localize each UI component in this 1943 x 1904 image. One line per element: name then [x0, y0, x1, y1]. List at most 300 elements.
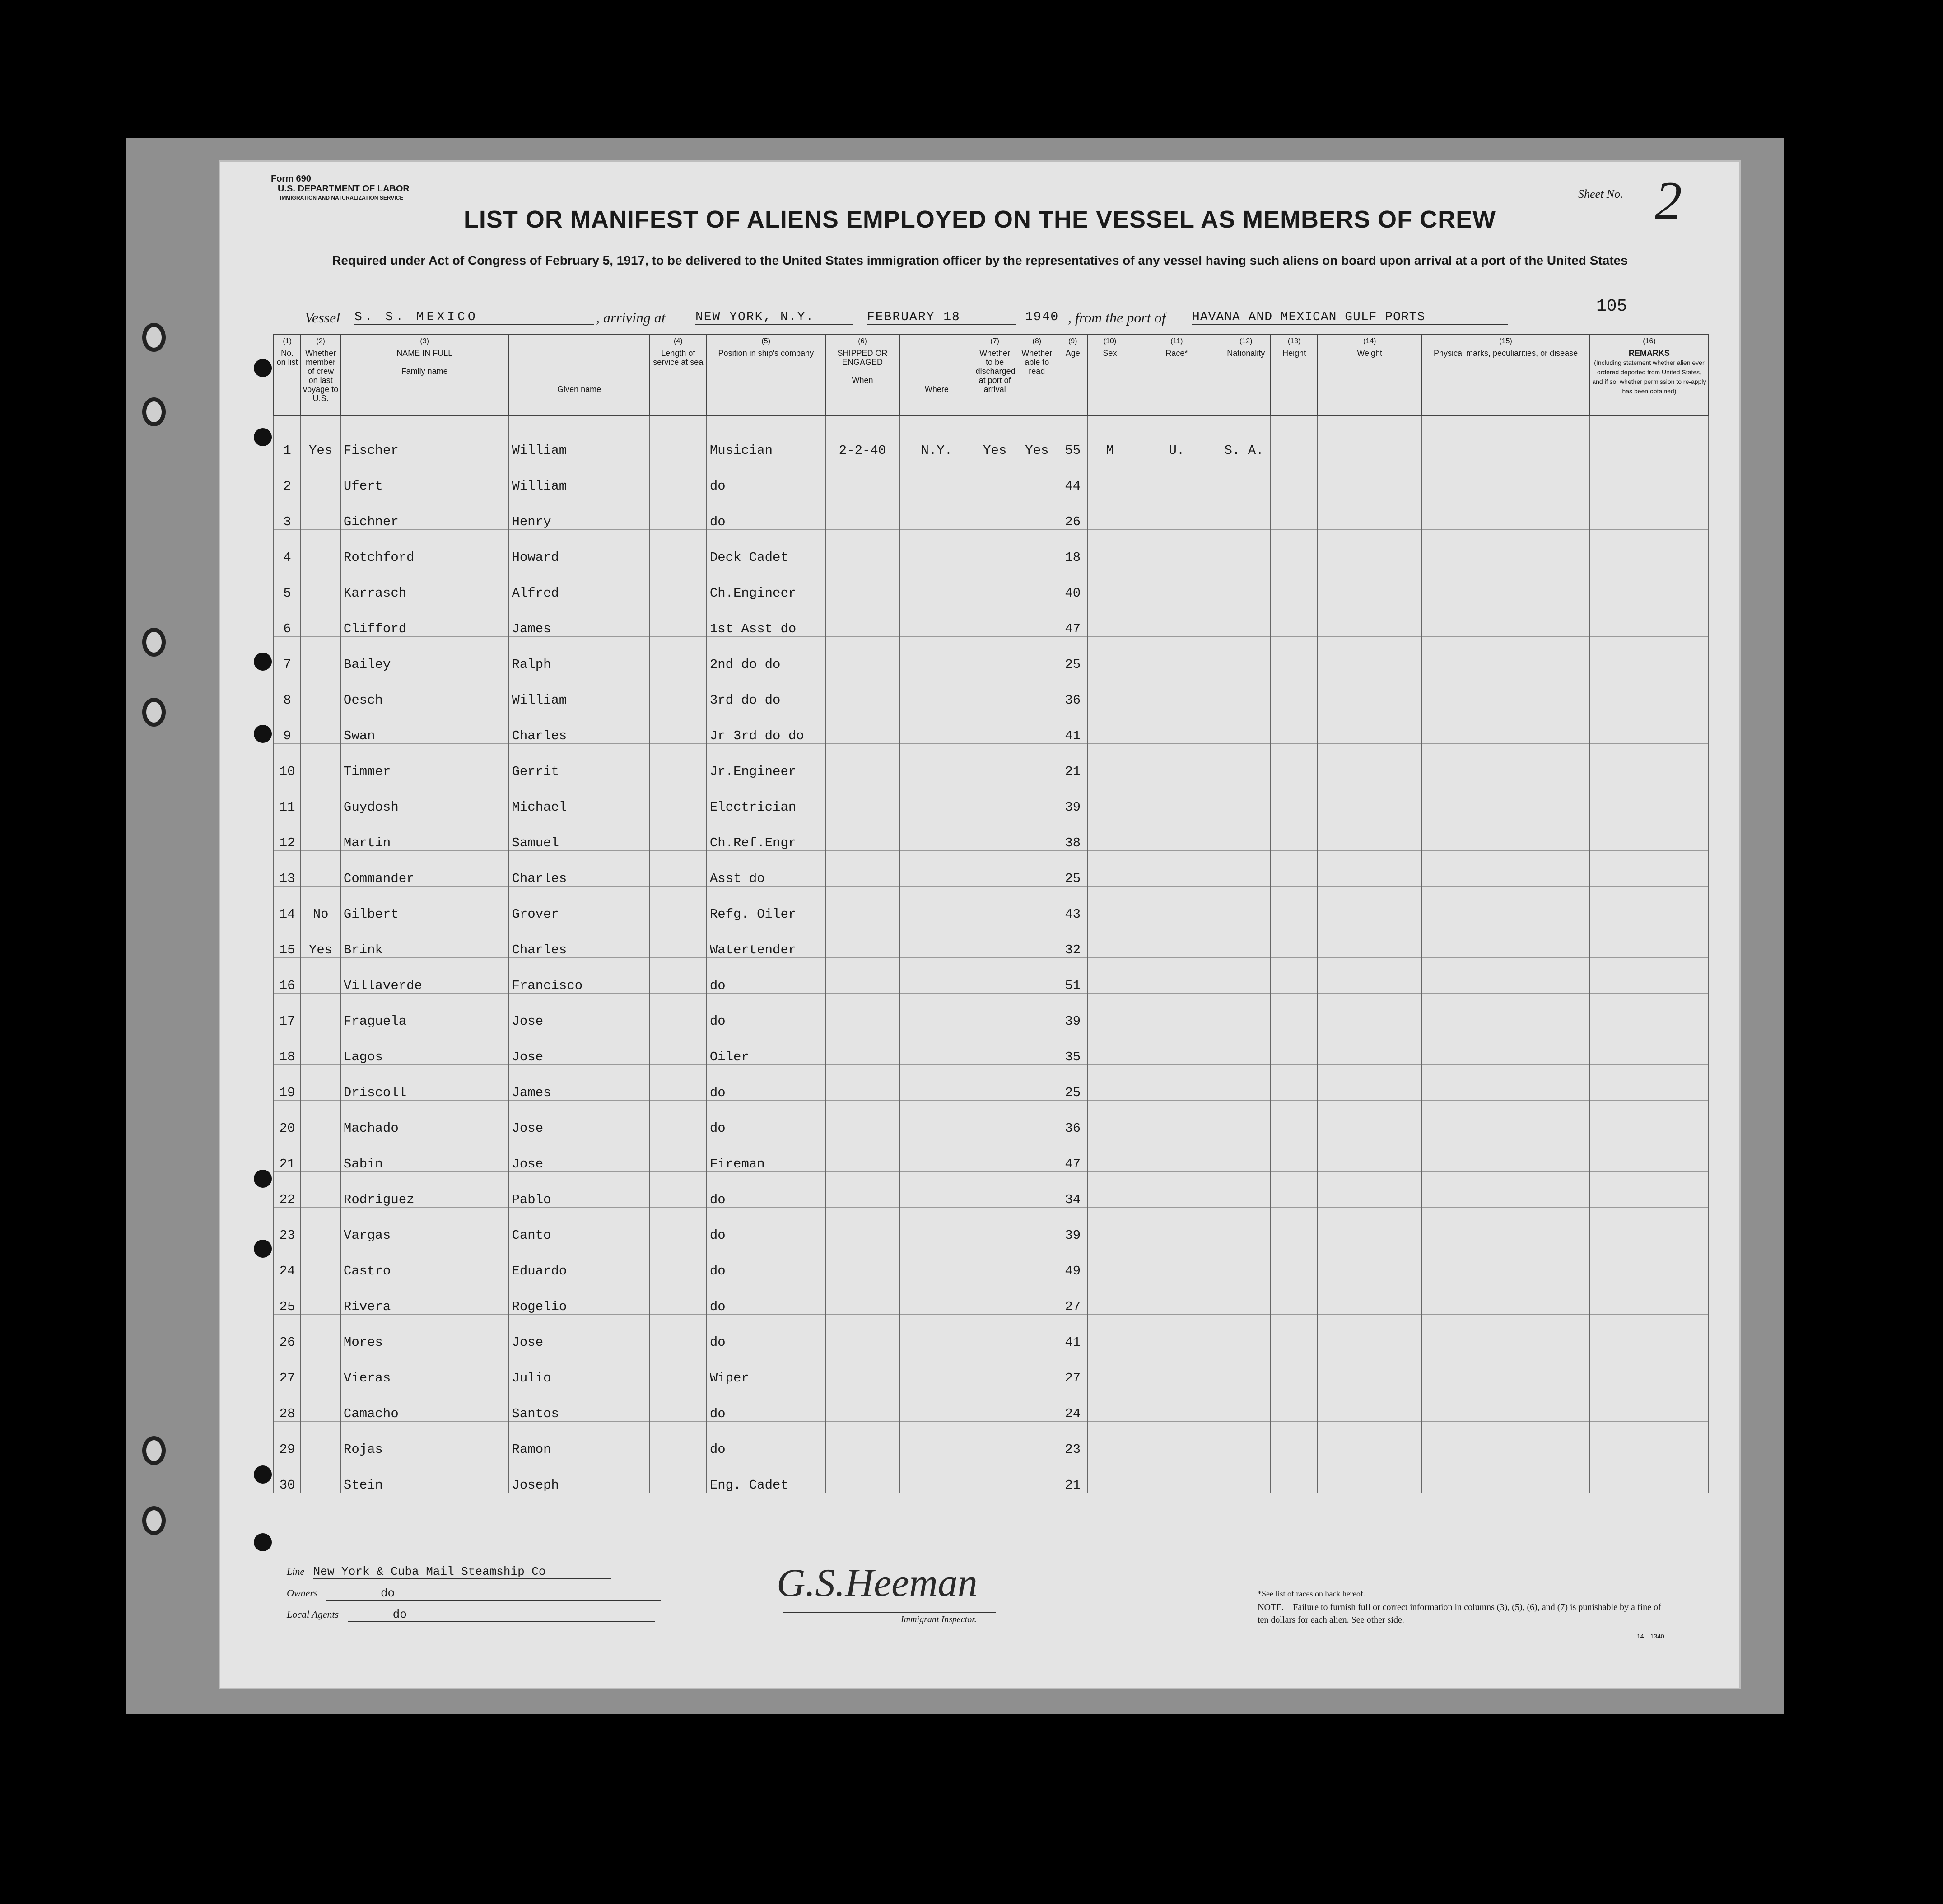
weight-cell: [1318, 530, 1421, 565]
nationality-cell: [1221, 565, 1271, 601]
table-row: [274, 708, 1709, 744]
able-to-read-cell: [1016, 530, 1058, 565]
col-header: (8) Whether able to read: [1016, 335, 1058, 416]
remarks-cell: [1590, 994, 1709, 1029]
position-cell: Ch.Ref.Engr: [707, 815, 825, 851]
previous-voyage-cell: [301, 815, 340, 851]
punch-dot: [254, 428, 272, 446]
sex-cell: [1088, 994, 1132, 1029]
shipped-when-cell: [825, 672, 899, 708]
remarks-cell: [1590, 922, 1709, 958]
shipped-where-cell: N.Y.: [899, 416, 974, 458]
form-number: Form 690: [271, 174, 311, 184]
col-header: (10) Sex: [1088, 335, 1132, 416]
arrival-year: 1940: [1025, 310, 1059, 324]
race-cell: [1132, 1315, 1221, 1350]
shipped-when-cell: [825, 744, 899, 779]
race-cell: [1132, 851, 1221, 887]
age-cell: 18: [1058, 530, 1088, 565]
shipped-where-cell: [899, 565, 974, 601]
binder-hole: [142, 1506, 166, 1535]
to-be-discharged-cell: [974, 1136, 1016, 1172]
sex-cell: [1088, 494, 1132, 530]
remarks-cell: [1590, 530, 1709, 565]
sex-cell: [1088, 530, 1132, 565]
race-cell: U.: [1132, 416, 1221, 458]
physical-marks-cell: [1421, 1457, 1590, 1493]
sex-cell: [1088, 672, 1132, 708]
family-name-cell: Guydosh: [340, 779, 509, 815]
shipped-when-cell: [825, 494, 899, 530]
col-header: (9) Age: [1058, 335, 1088, 416]
able-to-read-cell: [1016, 851, 1058, 887]
owners-label: Owners: [287, 1587, 318, 1599]
row-number-cell: 27: [274, 1350, 301, 1386]
shipped-where-cell: [899, 744, 974, 779]
length-of-service-cell: [650, 1065, 707, 1101]
nationality-cell: [1221, 1279, 1271, 1315]
physical-marks-cell: [1421, 494, 1590, 530]
previous-voyage-cell: [301, 494, 340, 530]
position-cell: Fireman: [707, 1136, 825, 1172]
table-row: [274, 1243, 1709, 1279]
nationality-cell: [1221, 1065, 1271, 1101]
position-cell: Electrician: [707, 779, 825, 815]
inspector-label: Immigrant Inspector.: [901, 1615, 977, 1624]
age-cell: 47: [1058, 1136, 1088, 1172]
sex-cell: [1088, 1172, 1132, 1208]
previous-voyage-cell: [301, 530, 340, 565]
given-name-cell: Alfred: [509, 565, 650, 601]
row-number-cell: 29: [274, 1422, 301, 1457]
remarks-cell: [1590, 601, 1709, 637]
able-to-read-cell: [1016, 1243, 1058, 1279]
nationality-cell: [1221, 1172, 1271, 1208]
height-cell: [1271, 922, 1318, 958]
to-be-discharged-cell: [974, 708, 1016, 744]
given-name-cell: Charles: [509, 851, 650, 887]
shipped-when-cell: [825, 1172, 899, 1208]
table-row: [274, 887, 1709, 922]
sex-cell: [1088, 1208, 1132, 1243]
remarks-cell: [1590, 416, 1709, 458]
height-cell: [1271, 1386, 1318, 1422]
family-name-cell: Sabin: [340, 1136, 509, 1172]
row-number-cell: 15: [274, 922, 301, 958]
length-of-service-cell: [650, 887, 707, 922]
table-row: [274, 1065, 1709, 1101]
punch-dot: [254, 1465, 272, 1484]
remarks-cell: [1590, 1136, 1709, 1172]
row-number-cell: 13: [274, 851, 301, 887]
length-of-service-cell: [650, 1279, 707, 1315]
arriving-label: , arriving at: [596, 309, 666, 326]
weight-cell: [1318, 994, 1421, 1029]
position-cell: 3rd do do: [707, 672, 825, 708]
weight-cell: [1318, 494, 1421, 530]
shipped-where-cell: [899, 1029, 974, 1065]
to-be-discharged-cell: [974, 565, 1016, 601]
given-name-cell: Julio: [509, 1350, 650, 1386]
position-cell: do: [707, 994, 825, 1029]
weight-cell: [1318, 1172, 1421, 1208]
physical-marks-cell: [1421, 637, 1590, 672]
binder-hole: [142, 628, 166, 657]
given-name-cell: Charles: [509, 922, 650, 958]
age-cell: 39: [1058, 1208, 1088, 1243]
nationality-cell: [1221, 887, 1271, 922]
able-to-read-cell: [1016, 637, 1058, 672]
table-header-row: [274, 335, 1709, 416]
row-number-cell: 6: [274, 601, 301, 637]
able-to-read-cell: [1016, 672, 1058, 708]
age-cell: 36: [1058, 672, 1088, 708]
weight-cell: [1318, 1279, 1421, 1315]
family-name-cell: Rotchford: [340, 530, 509, 565]
owners-field: [287, 1587, 661, 1601]
punch-dot: [254, 1170, 272, 1188]
length-of-service-cell: [650, 416, 707, 458]
previous-voyage-cell: [301, 458, 340, 494]
remarks-cell: [1590, 1029, 1709, 1065]
position-cell: do: [707, 1422, 825, 1457]
nationality-cell: [1221, 708, 1271, 744]
to-be-discharged-cell: [974, 744, 1016, 779]
to-be-discharged-cell: [974, 1029, 1016, 1065]
remarks-cell: [1590, 672, 1709, 708]
weight-cell: [1318, 744, 1421, 779]
col-header: (15) Physical marks, peculiarities, or disease: [1421, 335, 1590, 416]
previous-voyage-cell: [301, 565, 340, 601]
physical-marks-cell: [1421, 1386, 1590, 1422]
remarks-cell: [1590, 1386, 1709, 1422]
given-name-cell: Grover: [509, 887, 650, 922]
previous-voyage-cell: [301, 1065, 340, 1101]
sex-cell: [1088, 1350, 1132, 1386]
line-value: New York & Cuba Mail Steamship Co: [313, 1565, 611, 1579]
age-cell: 49: [1058, 1243, 1088, 1279]
physical-marks-cell: [1421, 851, 1590, 887]
race-cell: [1132, 1243, 1221, 1279]
given-name-cell: William: [509, 458, 650, 494]
shipped-where-cell: [899, 815, 974, 851]
family-name-cell: Timmer: [340, 744, 509, 779]
age-cell: 21: [1058, 1457, 1088, 1493]
previous-voyage-cell: [301, 1279, 340, 1315]
shipped-where-cell: [899, 1279, 974, 1315]
able-to-read-cell: [1016, 1350, 1058, 1386]
voyage-line: [305, 309, 1691, 335]
age-cell: 26: [1058, 494, 1088, 530]
position-cell: Jr.Engineer: [707, 744, 825, 779]
height-cell: [1271, 1208, 1318, 1243]
race-cell: [1132, 1457, 1221, 1493]
shipped-when-cell: [825, 1208, 899, 1243]
nationality-cell: [1221, 530, 1271, 565]
height-cell: [1271, 1243, 1318, 1279]
previous-voyage-cell: [301, 1457, 340, 1493]
row-number-cell: 30: [274, 1457, 301, 1493]
age-cell: 39: [1058, 779, 1088, 815]
given-name-cell: Santos: [509, 1386, 650, 1422]
row-number-cell: 19: [274, 1065, 301, 1101]
physical-marks-cell: [1421, 416, 1590, 458]
family-name-cell: Rodriguez: [340, 1172, 509, 1208]
nationality-cell: [1221, 601, 1271, 637]
table-row: [274, 744, 1709, 779]
remarks-cell: [1590, 1350, 1709, 1386]
previous-voyage-cell: [301, 1315, 340, 1350]
family-name-cell: Castro: [340, 1243, 509, 1279]
able-to-read-cell: [1016, 1422, 1058, 1457]
nationality-cell: [1221, 458, 1271, 494]
punch-dot: [254, 653, 272, 671]
height-cell: [1271, 958, 1318, 994]
previous-voyage-cell: [301, 672, 340, 708]
race-cell: [1132, 744, 1221, 779]
remarks-cell: [1590, 1422, 1709, 1457]
able-to-read-cell: [1016, 744, 1058, 779]
weight-cell: [1318, 1315, 1421, 1350]
to-be-discharged-cell: Yes: [974, 416, 1016, 458]
row-number-cell: 8: [274, 672, 301, 708]
nationality-cell: [1221, 494, 1271, 530]
to-be-discharged-cell: [974, 1243, 1016, 1279]
age-cell: 32: [1058, 922, 1088, 958]
remarks-cell: [1590, 1172, 1709, 1208]
previous-voyage-cell: No: [301, 887, 340, 922]
sex-cell: [1088, 887, 1132, 922]
position-cell: Refg. Oiler: [707, 887, 825, 922]
punch-dot: [254, 725, 272, 743]
shipped-when-cell: [825, 1279, 899, 1315]
position-cell: do: [707, 958, 825, 994]
remarks-cell: [1590, 1279, 1709, 1315]
physical-marks-cell: [1421, 458, 1590, 494]
physical-marks-cell: [1421, 1136, 1590, 1172]
able-to-read-cell: [1016, 458, 1058, 494]
able-to-read-cell: [1016, 601, 1058, 637]
height-cell: [1271, 494, 1318, 530]
length-of-service-cell: [650, 922, 707, 958]
weight-cell: [1318, 1029, 1421, 1065]
length-of-service-cell: [650, 1243, 707, 1279]
race-cell: [1132, 1422, 1221, 1457]
given-name-cell: Ralph: [509, 637, 650, 672]
position-cell: Jr 3rd do do: [707, 708, 825, 744]
nationality-cell: [1221, 1243, 1271, 1279]
shipped-when-cell: [825, 458, 899, 494]
weight-cell: [1318, 922, 1421, 958]
local-agents-label: Local Agents: [287, 1609, 339, 1620]
age-cell: 25: [1058, 637, 1088, 672]
previous-voyage-cell: [301, 1422, 340, 1457]
col-header: (2) Whether member of crew on last voyage to U.S.: [301, 335, 340, 416]
position-cell: Eng. Cadet: [707, 1457, 825, 1493]
shipped-when-cell: [825, 958, 899, 994]
shipped-when-cell: [825, 887, 899, 922]
table-row: [274, 815, 1709, 851]
physical-marks-cell: [1421, 744, 1590, 779]
able-to-read-cell: [1016, 1172, 1058, 1208]
able-to-read-cell: [1016, 922, 1058, 958]
table-row: [274, 1172, 1709, 1208]
shipped-when-cell: [825, 1350, 899, 1386]
height-cell: [1271, 744, 1318, 779]
length-of-service-cell: [650, 744, 707, 779]
age-cell: 41: [1058, 1315, 1088, 1350]
department-name: U.S. DEPARTMENT OF LABOR: [278, 184, 410, 194]
length-of-service-cell: [650, 779, 707, 815]
length-of-service-cell: [650, 851, 707, 887]
nationality-cell: [1221, 1208, 1271, 1243]
sex-cell: [1088, 744, 1132, 779]
length-of-service-cell: [650, 1386, 707, 1422]
height-cell: [1271, 887, 1318, 922]
to-be-discharged-cell: [974, 1279, 1016, 1315]
able-to-read-cell: [1016, 1101, 1058, 1136]
shipped-where-cell: [899, 887, 974, 922]
length-of-service-cell: [650, 1029, 707, 1065]
print-code: 14—1340: [1637, 1633, 1664, 1640]
weight-cell: [1318, 458, 1421, 494]
shipped-when-cell: [825, 1101, 899, 1136]
race-cell: [1132, 1029, 1221, 1065]
physical-marks-cell: [1421, 887, 1590, 922]
able-to-read-cell: [1016, 1065, 1058, 1101]
age-cell: 55: [1058, 416, 1088, 458]
family-name-cell: Driscoll: [340, 1065, 509, 1101]
length-of-service-cell: [650, 1315, 707, 1350]
family-name-cell: Clifford: [340, 601, 509, 637]
height-cell: [1271, 708, 1318, 744]
weight-cell: [1318, 851, 1421, 887]
shipped-when-cell: [825, 708, 899, 744]
age-cell: 47: [1058, 601, 1088, 637]
position-cell: do: [707, 458, 825, 494]
table-row: [274, 530, 1709, 565]
nationality-cell: [1221, 1029, 1271, 1065]
manifest-sheet: [219, 160, 1741, 1689]
remarks-cell: [1590, 708, 1709, 744]
given-name-cell: Francisco: [509, 958, 650, 994]
length-of-service-cell: [650, 1208, 707, 1243]
to-be-discharged-cell: [974, 530, 1016, 565]
remarks-cell: [1590, 1243, 1709, 1279]
family-name-cell: Commander: [340, 851, 509, 887]
to-be-discharged-cell: [974, 494, 1016, 530]
weight-cell: [1318, 1101, 1421, 1136]
vessel-label: Vessel: [305, 309, 340, 326]
race-cell: [1132, 887, 1221, 922]
height-cell: [1271, 1065, 1318, 1101]
nationality-cell: [1221, 994, 1271, 1029]
race-cell: [1132, 708, 1221, 744]
race-cell: [1132, 1386, 1221, 1422]
col-header: (11) Race*: [1132, 335, 1221, 416]
remarks-cell: [1590, 958, 1709, 994]
shipped-when-cell: [825, 851, 899, 887]
able-to-read-cell: [1016, 887, 1058, 922]
physical-marks-cell: [1421, 1101, 1590, 1136]
weight-cell: [1318, 1136, 1421, 1172]
able-to-read-cell: [1016, 994, 1058, 1029]
shipped-where-cell: [899, 1457, 974, 1493]
height-cell: [1271, 1029, 1318, 1065]
to-be-discharged-cell: [974, 458, 1016, 494]
shipped-where-cell: [899, 779, 974, 815]
weight-cell: [1318, 708, 1421, 744]
shipped-where-cell: [899, 601, 974, 637]
physical-marks-cell: [1421, 922, 1590, 958]
table-row: [274, 1029, 1709, 1065]
to-be-discharged-cell: [974, 779, 1016, 815]
sex-cell: [1088, 1065, 1132, 1101]
row-number-cell: 20: [274, 1101, 301, 1136]
local-agents-field: [287, 1608, 655, 1622]
col-header: Given name: [509, 335, 650, 416]
row-number-cell: 18: [274, 1029, 301, 1065]
length-of-service-cell: [650, 1172, 707, 1208]
shipped-when-cell: 2-2-40: [825, 416, 899, 458]
shipped-when-cell: [825, 1386, 899, 1422]
able-to-read-cell: [1016, 1315, 1058, 1350]
shipped-where-cell: [899, 637, 974, 672]
previous-voyage-cell: [301, 1172, 340, 1208]
shipped-where-cell: [899, 672, 974, 708]
nationality-cell: [1221, 922, 1271, 958]
shipped-when-cell: [825, 1422, 899, 1457]
age-cell: 39: [1058, 994, 1088, 1029]
physical-marks-cell: [1421, 565, 1590, 601]
length-of-service-cell: [650, 708, 707, 744]
given-name-cell: Eduardo: [509, 1243, 650, 1279]
given-name-cell: Jose: [509, 1136, 650, 1172]
sex-cell: M: [1088, 416, 1132, 458]
to-be-discharged-cell: [974, 887, 1016, 922]
able-to-read-cell: [1016, 1279, 1058, 1315]
position-cell: Musician: [707, 416, 825, 458]
shipped-when-cell: [825, 922, 899, 958]
col-header: (14) Weight: [1318, 335, 1421, 416]
shipped-when-cell: [825, 530, 899, 565]
age-cell: 41: [1058, 708, 1088, 744]
race-cell: [1132, 994, 1221, 1029]
height-cell: [1271, 1315, 1318, 1350]
family-name-cell: Fraguela: [340, 994, 509, 1029]
able-to-read-cell: [1016, 1208, 1058, 1243]
binder-hole: [142, 1436, 166, 1465]
shipped-where-cell: [899, 958, 974, 994]
remarks-cell: [1590, 1457, 1709, 1493]
family-name-cell: Mores: [340, 1315, 509, 1350]
family-name-cell: Bailey: [340, 637, 509, 672]
race-cell: [1132, 637, 1221, 672]
family-name-cell: Martin: [340, 815, 509, 851]
shipped-where-cell: [899, 1350, 974, 1386]
document-subtitle: Required under Act of Congress of February 5, 1917, to be delivered to the United States immigration officer by the representatives of any vessel having such aliens on board upon arrival at a port of the United States: [332, 253, 1628, 267]
position-cell: 2nd do do: [707, 637, 825, 672]
table-row: [274, 494, 1709, 530]
family-name-cell: Vieras: [340, 1350, 509, 1386]
row-number-cell: 4: [274, 530, 301, 565]
age-cell: 35: [1058, 1029, 1088, 1065]
to-be-discharged-cell: [974, 815, 1016, 851]
nationality-cell: [1221, 851, 1271, 887]
sex-cell: [1088, 458, 1132, 494]
remarks-cell: [1590, 1101, 1709, 1136]
race-cell: [1132, 1172, 1221, 1208]
